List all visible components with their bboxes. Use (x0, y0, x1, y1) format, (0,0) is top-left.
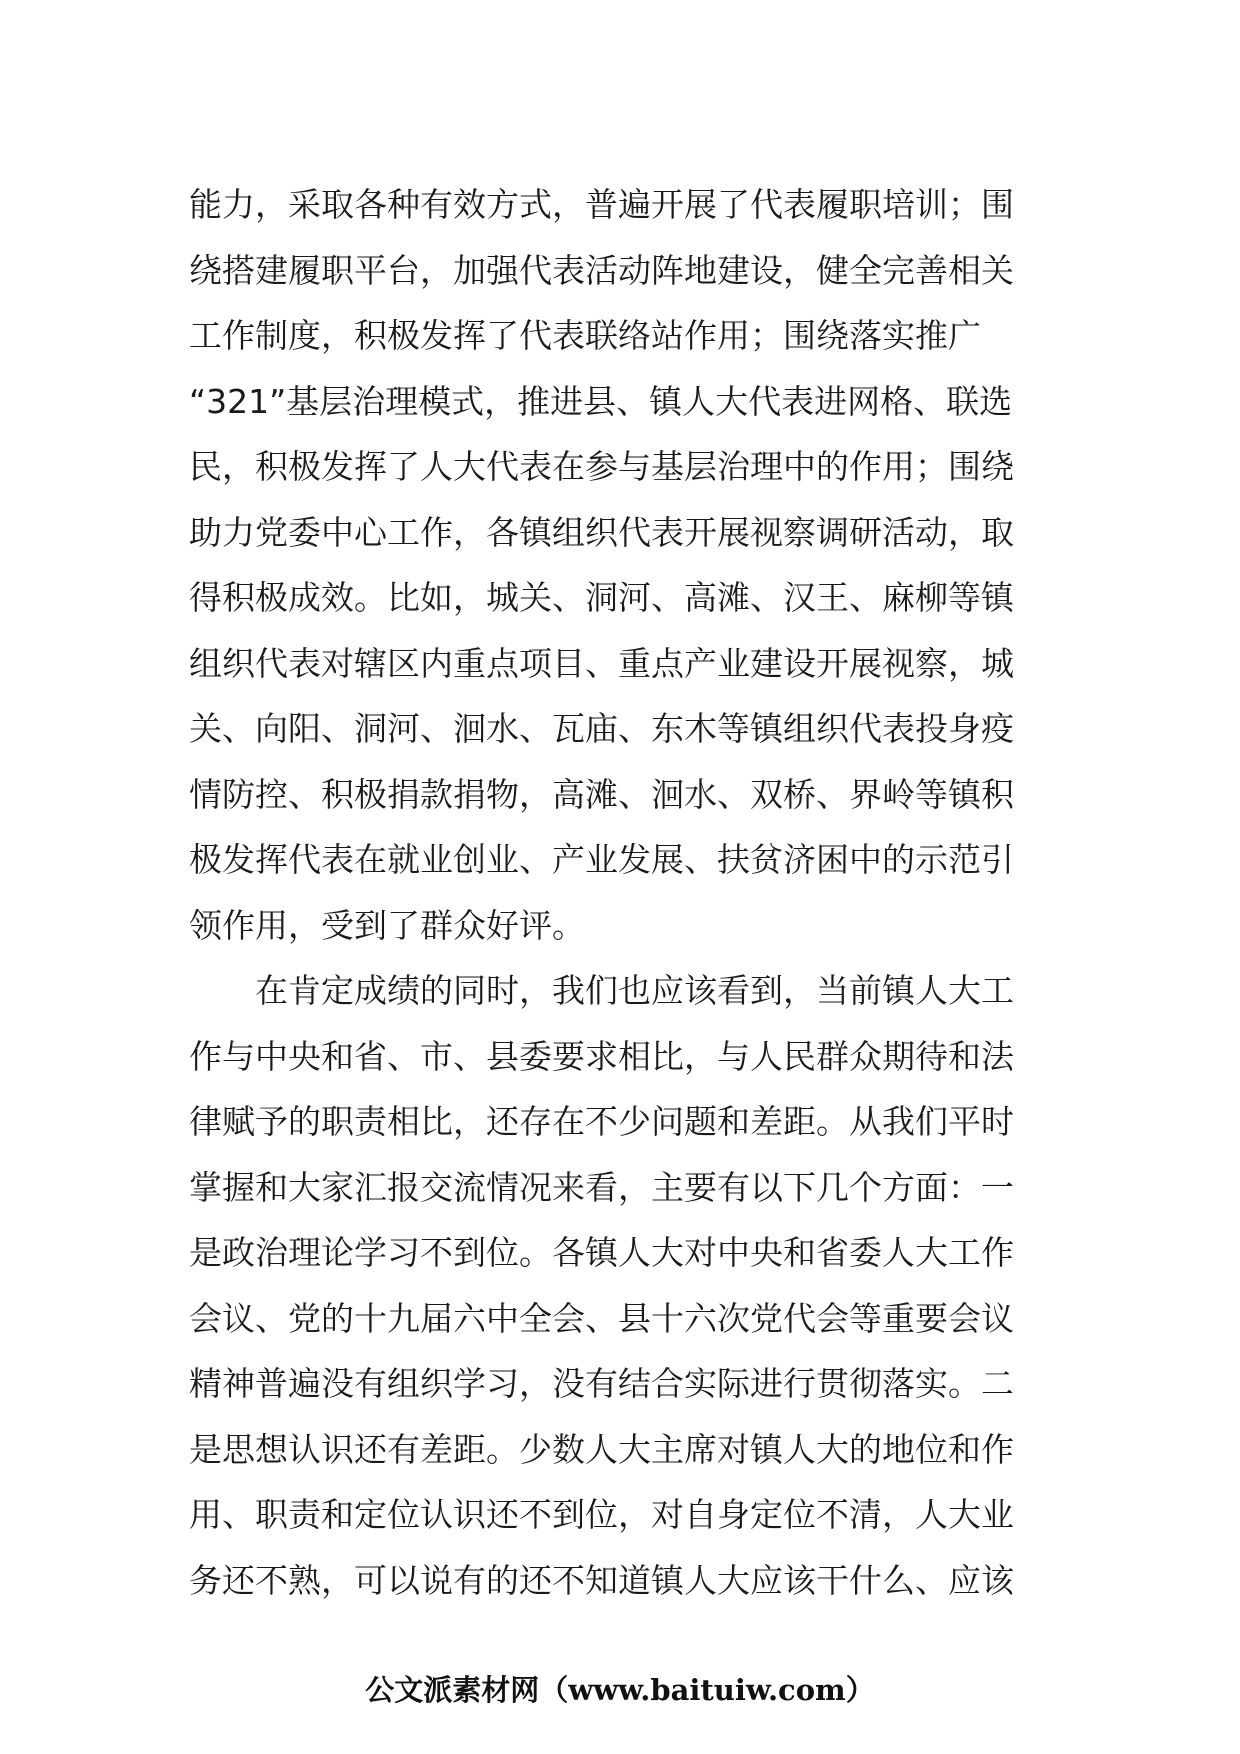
text-line: 工作制度，积极发挥了代表联络站作用；围绕落实推广 (189, 316, 981, 355)
text-line: 务还不熟，可以说有的还不知道镇人大应该干什么、应该 (189, 1560, 1014, 1600)
text-line: 情防控、积极捐款捐物，高滩、洄水、双桥、界岭等镇积 (189, 774, 1014, 814)
text-line: 是思想认识还有差距。少数人大主席对镇人大的地位和作 (189, 1429, 1014, 1469)
text-line: 民，积极发挥了人大代表在参与基层治理中的作用；围绕 (189, 447, 1014, 486)
text-line: 精神普遍没有组织学习，没有结合实际进行贯彻落实。二 (189, 1364, 1014, 1403)
text-line: 关、向阳、洞河、洄水、瓦庙、东木等镇组织代表投身疫 (189, 709, 1014, 748)
text-line: 领作用，受到了群众好评。 (189, 905, 585, 945)
text-line: 组织代表对辖区内重点项目、重点产业建设开展视察，城 (189, 643, 1014, 683)
text-line: 作与中央和省、市、县委要求相比，与人民群众期待和法 (189, 1036, 1014, 1076)
text-line: 律赋予的职责相比，还存在不少问题和差距。从我们平时 (189, 1102, 1014, 1141)
text-line: 会议、党的十九届六中全会、县十六次党代会等重要会议 (189, 1298, 1014, 1338)
text-line: 得积极成效。比如，城关、洞河、高滩、汉王、麻柳等镇 (189, 578, 1014, 617)
text-line: 绕搭建履职平台，加强代表活动阵地建设，健全完善相关 (189, 250, 1014, 290)
text-line: “321”基层治理模式，推进县、镇人大代表进网格、联选 (189, 381, 1013, 421)
text-line: 助力党委中心工作，各镇组织代表开展视察调研活动，取 (189, 512, 1014, 552)
document-body (189, 172, 1069, 1613)
footer-watermark: 公文派素材网（www.baituiw.com） (365, 1673, 875, 1707)
text-line: 能力，采取各种有效方式，普遍开展了代表履职培训；围 (189, 185, 1014, 224)
text-line: 是政治理论学习不到位。各镇人大对中央和省委人大工作 (189, 1233, 1014, 1272)
text-line: 极发挥代表在就业创业、产业发展、扶贫济困中的示范引 (189, 840, 1014, 879)
paragraph-start-line: 在肯定成绩的同时，我们也应该看到，当前镇人大工 (255, 971, 1014, 1010)
text-line: 用、职责和定位认识还不到位，对自身定位不清，人大业 (189, 1495, 1014, 1534)
text-line: 掌握和大家汇报交流情况来看，主要有以下几个方面：一 (189, 1167, 1014, 1207)
